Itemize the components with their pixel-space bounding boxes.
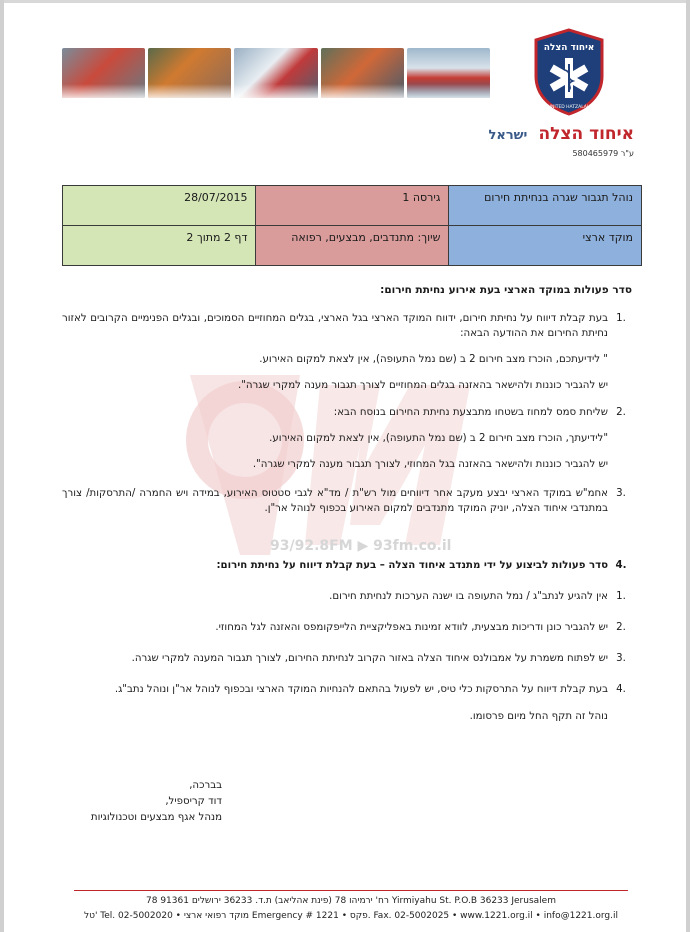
- list-item-number: .2: [616, 407, 626, 418]
- united-hatzalah-logo: [532, 28, 606, 116]
- action-item: [62, 620, 632, 635]
- action-item-text: אין להגיע לנתב"ג / נמל התעופה בו ישנה הערכות לנחיתת חירום.: [329, 591, 608, 602]
- action-item: [62, 651, 632, 666]
- page-edge-left: [0, 0, 4, 932]
- page-number-cell: דף 2 מתוך 2: [63, 226, 256, 266]
- footer-divider: [74, 890, 628, 891]
- action-item-number: .1: [616, 591, 626, 602]
- org-name-main: איחוד הצלה: [538, 124, 634, 144]
- procedure-body: [62, 283, 632, 724]
- section-heading-text: סדר פעולות לביצוע על ידי מתנדב איחוד הצלה – בעת קבלת דיווח על נחיתת חירום:: [216, 560, 608, 571]
- org-brand-name: [489, 124, 635, 144]
- org-name-sub: ישראל: [488, 128, 528, 143]
- photo-rescue-team: [148, 48, 231, 98]
- org-registration: ע"ר 580465979: [572, 149, 634, 158]
- photo-rescue-boat: [407, 48, 490, 98]
- action-item-number: .4: [616, 684, 626, 695]
- section-heading-hq-actions: סדר פעולות במוקד הארצי בעת אירוע נחיתת חירום:: [380, 284, 632, 296]
- section-number: .4: [615, 560, 627, 571]
- list-item-number: .1: [616, 313, 626, 324]
- header-photo-strip: [62, 48, 490, 98]
- photo-ambulance: [234, 48, 317, 98]
- logo-text: איחוד הצלה: [543, 43, 595, 53]
- action-item-number: .2: [616, 622, 626, 633]
- action-item-number: .3: [616, 653, 626, 664]
- date-cell: 28/07/2015: [63, 186, 256, 226]
- signature-greeting: בברכה,: [189, 780, 222, 791]
- effective-date-note: נוהל זה תקף החל מיום פרסומו.: [469, 711, 608, 722]
- logo-text-en: UNITED HATZALAH: [547, 105, 591, 110]
- list-item: [62, 311, 632, 341]
- action-item-text: בעת קבלת דיווח על התרסקות כלי טיס, יש לפעול בהתאם להנחיות המוקד הארצי ובכפוף לנוהל אר"ן ונוהל נתב"ג.: [114, 684, 608, 695]
- radio-message-line: " לידיעתכם, הוכרז מצב חירום 2 ב (שם נמל התעופה), אין לצאת למקום האירוע.: [259, 354, 608, 365]
- radio-message-line: יש להגביר כוננות ולהישאר בהאזנה בגלים המחוזיים לצורך תגבור מענה למקרי שגרה".: [237, 380, 608, 391]
- list-item-text: שליחת סמס למחוז בשטחו מתבצעת נחיתת החירום בנוסח הבא:: [333, 407, 608, 418]
- version-cell: גירסה 1: [256, 186, 449, 226]
- page-edge-top: [0, 0, 690, 3]
- sms-message-line: יש להגביר כוננות ולהישאר בהאזנה בגל המחוזי, לצורך תגבור מענה למקרי שגרה".: [252, 459, 608, 470]
- footer-address: רח' ירמיהו 78 (פינת אהליאב) ת.ד. 36233 ירושלים 91361 78 Yirmiyahu St. P.O.B 36233 Jerusalem: [146, 896, 556, 906]
- list-item-text: בעת קבלת דיווח על נחיתת חירום, ידווח המוקד הארצי בגל הארצי, בגלים המחוזיים הסמוכים, ובגלים הפנימיים הקרובים לאזור נחיתת החירום את ההודעה הבאה:: [62, 313, 608, 339]
- procedure-info-table: [62, 185, 642, 266]
- page-edge-right: [686, 0, 690, 932]
- list-item-number: .3: [616, 488, 626, 499]
- action-item: [62, 589, 632, 604]
- photo-motorcycle-ambulance: [62, 48, 145, 98]
- audience-cell: שיוך: מתנדבים, מבצעים, רפואה: [256, 226, 449, 266]
- list-item: [62, 486, 632, 516]
- list-item-text: אחמ"ש במוקד הארצי יבצע מעקב אחר דיווחים מול רש"ת / מד"א לגבי סטטוס האירוע, במידה ויש החמרה /התרסקות/ צורך במתנדבי איחוד הצלה, יוניק המוקד מתנדבים למקום האירוע בכפוף לנוהל אר"ן.: [62, 488, 608, 514]
- watermark-text: 93/92.8FM ▶ 93fm.co.il: [270, 538, 452, 554]
- sms-message-line: "לידיעתך, הוכרז מצב חירום 2 ב (שם נמל התעופה), אין לצאת למקום האירוע.: [269, 433, 608, 444]
- action-item-text: יש לפתוח משמרת על אמבולנס איחוד הצלה באזור הקרוב לנחיתת החירום, לצורך תגבור המענה למקרי שגרה.: [131, 653, 608, 664]
- signature-role: מנהל אגף מבצעים וטכנולוגיות: [90, 812, 222, 823]
- section-heading-volunteer-actions: [62, 558, 632, 573]
- photo-medics-treating: [321, 48, 404, 98]
- unit-cell: מוקד ארצי: [449, 226, 642, 266]
- action-item: [62, 682, 632, 697]
- procedure-title-cell: נוהל תגבור שגרה בנחיתת חירום: [449, 186, 642, 226]
- signature-name: דוד קריספיל,: [165, 796, 222, 807]
- list-item: [62, 405, 632, 420]
- footer-contacts: טל' Tel. 02-5002020 • מוקד רפואי ארצי Emergency # 1221 • פקס. Fax. 02-5002025 • www.1221.org.il • info@1221.org.il: [84, 911, 618, 921]
- signature-block: [62, 778, 222, 826]
- action-item-text: יש להגביר כונן ודריכות מבצעית, לוודא זמינות באפליקציית הלייפקומפס והאזנה לגל המחוזי.: [215, 622, 608, 633]
